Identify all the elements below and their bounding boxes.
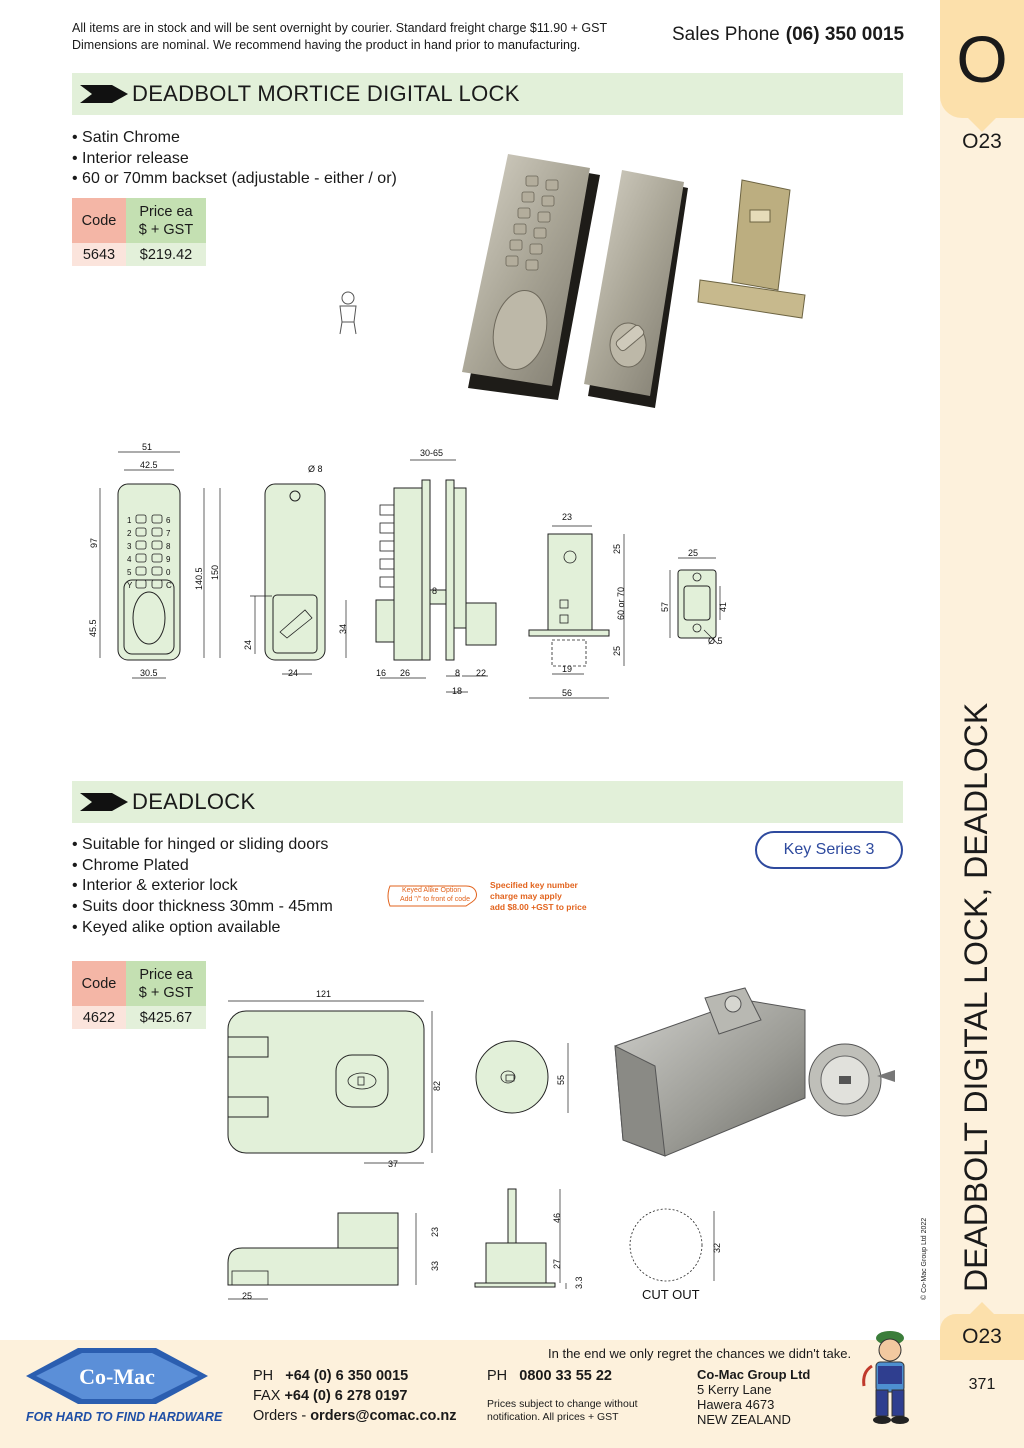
page-number: 371 xyxy=(968,1376,996,1393)
list-item: • Suitable for hinged or sliding doors xyxy=(72,835,333,856)
svg-text:0: 0 xyxy=(166,568,171,577)
dim-label: Ø 8 xyxy=(308,464,323,474)
dim-label: 121 xyxy=(316,989,332,999)
svg-text:Specified key number: Specified key number xyxy=(490,880,578,890)
svg-text:2: 2 xyxy=(127,529,132,538)
dim-label: 22 xyxy=(476,668,487,678)
svg-text:5: 5 xyxy=(127,568,132,577)
dim-label: 51 xyxy=(142,442,153,452)
dim-label: 82 xyxy=(432,1080,442,1091)
dim-label: 33 xyxy=(430,1260,440,1271)
svg-text:Keyed Alike Option: Keyed Alike Option xyxy=(402,887,462,894)
freight-notice: All items are in stock and will be sent overnight by courier. Standard freight charge $11.90 + GST Dimensions are nominal. We recommend having the product in hand prior to manufacturing. xyxy=(72,21,608,52)
tagline: FOR HARD TO FIND HARDWARE xyxy=(26,1410,223,1424)
list-item: • Satin Chrome xyxy=(72,128,397,149)
dim-label: 18 xyxy=(452,686,463,696)
dim-label: 8 xyxy=(455,668,461,678)
cutout-label: CUT OUT xyxy=(642,1287,700,1302)
section-banner-digital-lock xyxy=(72,73,903,115)
section-code-bottom: O23 xyxy=(940,1314,1024,1360)
dim-label: 57 xyxy=(660,601,670,612)
dim-label: 8 xyxy=(432,586,438,596)
dim-label: 41 xyxy=(718,601,728,612)
svg-text:Co-Mac: Co-Mac xyxy=(79,1364,155,1389)
dim-label: 23 xyxy=(430,1226,440,1237)
dim-label: 60 or 70 xyxy=(616,586,626,620)
code-header: Code xyxy=(72,961,126,1006)
section-letter-tab: O xyxy=(940,0,1024,118)
feature-list xyxy=(72,128,397,190)
dim-label: 26 xyxy=(400,668,411,678)
disclaimer: Prices subject to change without notification. All prices + GST xyxy=(487,1398,638,1423)
key-series-badge: Key Series 3 xyxy=(755,831,903,869)
dim-label: 97 xyxy=(89,537,99,548)
arrow-icon xyxy=(80,83,130,105)
svg-text:7: 7 xyxy=(166,529,171,538)
deadlock-photo xyxy=(595,980,925,1165)
dim-label: 25 xyxy=(688,548,699,558)
svg-text:C: C xyxy=(166,581,172,590)
dim-label: 24 xyxy=(288,668,299,678)
price-table xyxy=(72,961,206,1029)
contact-block: PH +64 (0) 6 350 0015 FAX +64 (0) 6 278 0197 Orders - orders@comac.co.nz xyxy=(253,1368,457,1424)
list-item: • Chrome Plated xyxy=(72,856,333,877)
feature-list xyxy=(72,835,333,939)
dim-label: 32 xyxy=(712,1242,722,1253)
svg-text:6: 6 xyxy=(166,516,171,525)
list-item: • Suits door thickness 30mm - 45mm xyxy=(72,897,333,918)
mascot-icon xyxy=(332,290,364,336)
svg-text:charge may apply: charge may apply xyxy=(490,891,562,901)
list-item: • Interior release xyxy=(72,149,397,170)
price-header: Price ea $ + GST xyxy=(126,961,206,1006)
mascot-icon xyxy=(858,1326,924,1426)
svg-text:Add "/" to front of code: Add "/" to front of code xyxy=(400,896,470,903)
svg-text:9: 9 xyxy=(166,555,171,564)
quote: In the end we only regret the chances we didn't take. xyxy=(548,1346,852,1361)
dim-label: 140.5 xyxy=(194,567,204,590)
dim-label: 30.5 xyxy=(140,668,158,678)
comac-logo xyxy=(22,1346,212,1406)
digital-lock-photo xyxy=(450,150,810,412)
dim-label: 27 xyxy=(552,1258,562,1269)
dim-label: 24 xyxy=(243,639,253,650)
svg-text:add $8.00 +GST to price: add $8.00 +GST to price xyxy=(490,902,587,912)
list-item: • 60 or 70mm backset (adjustable - either / or) xyxy=(72,169,397,190)
section-code-top: O23 xyxy=(962,130,1002,153)
dim-label: 56 xyxy=(562,688,573,698)
key-option-graphic xyxy=(386,876,596,918)
dim-label: 19 xyxy=(562,664,573,674)
dim-label: 150 xyxy=(210,564,220,580)
list-item: • Keyed alike option available xyxy=(72,918,333,939)
svg-text:4: 4 xyxy=(127,555,132,564)
orders-email[interactable]: orders@comac.co.nz xyxy=(310,1408,457,1424)
dim-label: 25 xyxy=(612,645,622,656)
dim-label: 37 xyxy=(388,1159,399,1169)
dim-label: 34 xyxy=(338,623,348,634)
dim-label: 45.5 xyxy=(88,619,98,637)
svg-text:1: 1 xyxy=(127,516,132,525)
copyright: © Co-Mac Group Ltd 2022 xyxy=(921,1217,928,1300)
price-header: Price ea $ + GST xyxy=(126,198,206,243)
list-item: • Interior & exterior lock xyxy=(72,876,333,897)
digital-lock-drawing xyxy=(80,440,740,710)
dim-label: 16 xyxy=(376,668,387,678)
dim-label: 25 xyxy=(242,1291,253,1301)
dim-label: 30-65 xyxy=(420,448,444,458)
svg-text:Y: Y xyxy=(127,581,133,590)
address-block: Co-Mac Group Ltd 5 Kerry Lane Hawera 4673 NEW ZEALAND xyxy=(697,1367,811,1427)
arrow-icon xyxy=(80,791,130,813)
dim-label: 55 xyxy=(556,1074,566,1085)
table-row: 4622 $425.67 xyxy=(72,1006,206,1029)
svg-text:8: 8 xyxy=(166,542,171,551)
dim-label: 25 xyxy=(612,543,622,554)
dim-label: 23 xyxy=(562,512,573,522)
table-row: 5643 $219.42 xyxy=(72,243,206,266)
section-title: DEADBOLT MORTICE DIGITAL LOCK xyxy=(132,81,520,106)
dim-label: 42.5 xyxy=(140,460,158,470)
dim-label: Ø 5 xyxy=(708,636,723,646)
sales-phone: Sales Phone (06) 350 0015 xyxy=(672,24,905,45)
svg-text:3: 3 xyxy=(127,542,132,551)
dim-label: 46 xyxy=(552,1212,562,1223)
section-title: DEADLOCK xyxy=(132,789,256,814)
vertical-title: DEADBOLT DIGITAL LOCK, DEADLOCK xyxy=(958,702,994,1292)
freephone-block: PH 0800 33 55 22 xyxy=(487,1368,612,1384)
code-header: Code xyxy=(72,198,126,243)
section-banner-deadlock xyxy=(72,781,903,823)
dim-label: 3.3 xyxy=(574,1276,584,1289)
price-table xyxy=(72,198,206,266)
